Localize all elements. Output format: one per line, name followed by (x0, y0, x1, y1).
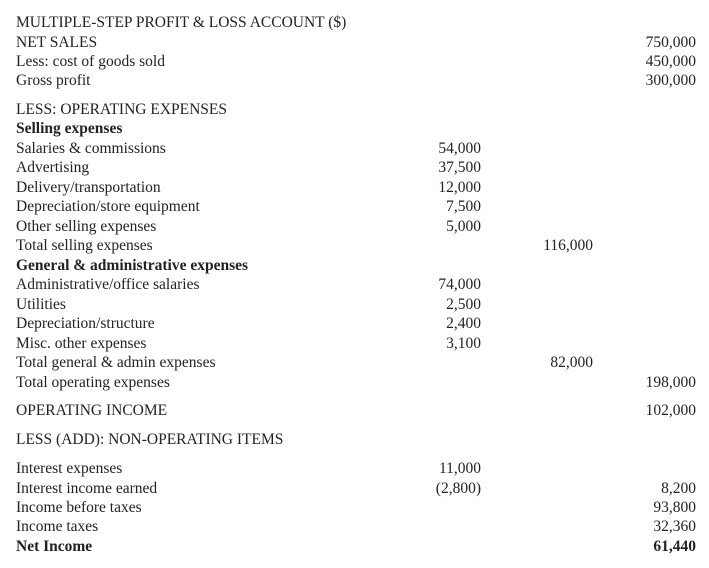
row-misc-other-expenses (0, 334, 709, 354)
value-item: 74,000 (438, 276, 481, 293)
row-income-taxes (0, 517, 709, 537)
row-label: NET SALES (16, 34, 98, 51)
row-delivery-transportation (0, 178, 709, 198)
row-label: Misc. other expenses (16, 335, 147, 352)
row-gross-profit (0, 71, 709, 91)
row-label: General & administrative expenses (16, 257, 249, 274)
row-admin-office-salaries (0, 275, 709, 295)
value-item: 7,500 (446, 198, 481, 215)
row-label: Interest expenses (16, 460, 123, 477)
row-total-operating-expenses (0, 373, 709, 393)
value-total: 93,800 (653, 499, 696, 516)
row-net-sales (0, 33, 709, 53)
value-item: 37,500 (438, 159, 481, 176)
value-item: 11,000 (438, 460, 481, 477)
row-label: Gross profit (16, 72, 91, 89)
value-total: 102,000 (645, 402, 696, 419)
row-net-income (0, 537, 709, 557)
row-label: Delivery/transportation (16, 179, 161, 196)
value-net-income: 61,440 (653, 538, 696, 555)
row-label: Salaries & commissions (16, 140, 166, 157)
value-item: 54,000 (438, 140, 481, 157)
row-label: Selling expenses (16, 120, 123, 137)
row-cost-of-goods-sold (0, 52, 709, 72)
row-depreciation-store-equipment (0, 197, 709, 217)
row-label: LESS (ADD): NON-OPERATING ITEMS (16, 431, 284, 448)
value-total: 300,000 (645, 72, 696, 89)
row-label: Total selling expenses (16, 237, 153, 254)
row-salaries-commissions (0, 139, 709, 159)
value-item: 12,000 (438, 179, 481, 196)
value-item: 3,100 (446, 335, 481, 352)
section-heading-operating-expenses (0, 100, 709, 120)
row-utilities (0, 295, 709, 315)
row-label: Advertising (16, 159, 90, 176)
subsection-heading-selling (0, 119, 709, 139)
row-label: Depreciation/structure (16, 315, 155, 332)
row-interest-income-earned (0, 479, 709, 499)
row-label: Total general & admin expenses (16, 354, 216, 371)
row-other-selling-expenses (0, 217, 709, 237)
value-item: 5,000 (446, 218, 481, 235)
statement-title: MULTIPLE-STEP PROFIT & LOSS ACCOUNT ($) (16, 14, 347, 31)
row-total-selling-expenses (0, 236, 709, 256)
row-income-before-taxes (0, 498, 709, 518)
value-total: 750,000 (645, 34, 696, 51)
row-label: Income before taxes (16, 499, 142, 516)
row-label: Net Income (16, 538, 93, 555)
row-advertising (0, 158, 709, 178)
row-depreciation-structure (0, 314, 709, 334)
value-total: 198,000 (645, 374, 696, 391)
value-item: 2,400 (446, 315, 481, 332)
section-heading-non-operating (0, 430, 709, 450)
row-label: Income taxes (16, 518, 99, 535)
row-operating-income (0, 401, 709, 421)
row-label: Utilities (16, 296, 66, 313)
value-subtotal: 116,000 (543, 237, 593, 254)
row-total-general-admin (0, 353, 709, 373)
row-label: Less: cost of goods sold (16, 53, 165, 70)
value-item: 2,500 (446, 296, 481, 313)
value-total: 32,360 (653, 518, 696, 535)
value-subtotal: 82,000 (550, 354, 593, 371)
row-interest-expenses (0, 459, 709, 479)
row-label: Total operating expenses (16, 374, 170, 391)
row-label: Depreciation/store equipment (16, 198, 200, 215)
value-total: 8,200 (661, 480, 696, 497)
row-label: OPERATING INCOME (16, 402, 168, 419)
row-label: Administrative/office salaries (16, 276, 200, 293)
row-label: Other selling expenses (16, 218, 157, 235)
value-total: 450,000 (645, 53, 696, 70)
statement-title-row (0, 13, 709, 33)
row-label: LESS: OPERATING EXPENSES (16, 101, 227, 118)
row-label: Interest income earned (16, 480, 158, 497)
value-item: (2,800) (435, 480, 481, 497)
subsection-heading-general-admin (0, 256, 709, 276)
